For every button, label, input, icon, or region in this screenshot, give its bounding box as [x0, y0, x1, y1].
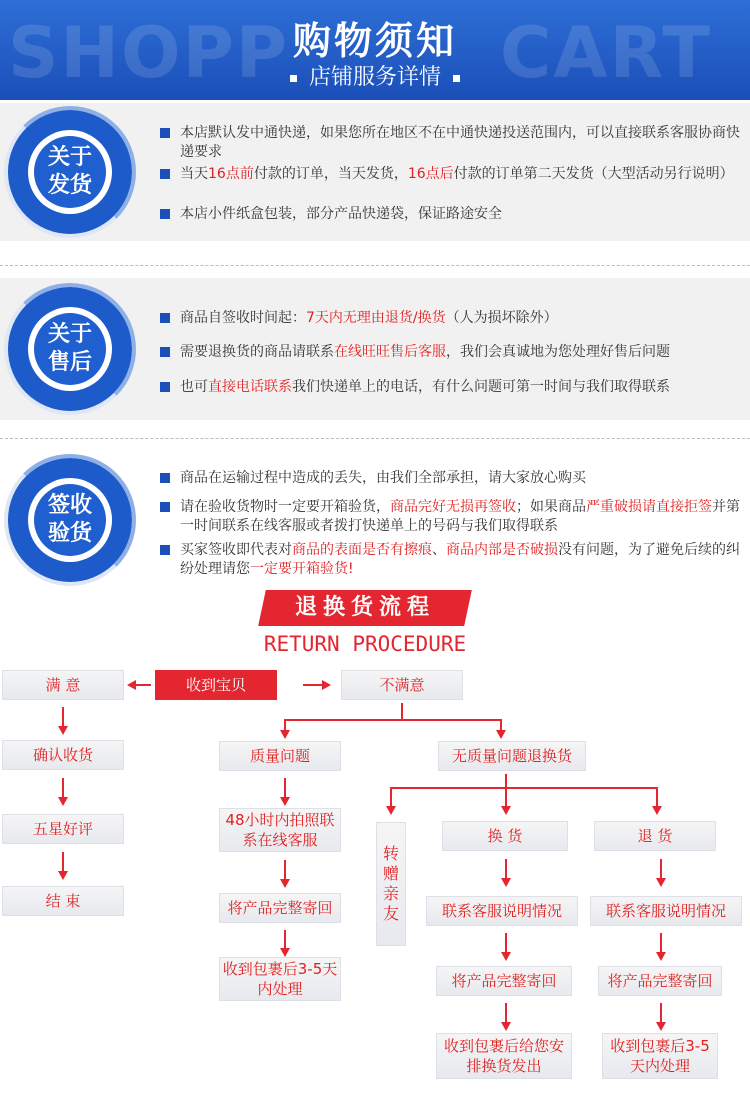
page-subtitle [0, 60, 750, 91]
list-item [160, 124, 744, 162]
procedure-title: 退换货流程 [294, 595, 435, 620]
square-bullet-icon [290, 75, 297, 82]
arrow-down-icon [58, 871, 68, 880]
arrow-down-icon [280, 879, 290, 888]
item-text [180, 498, 744, 536]
step-not-satisfied: 不满意 [341, 670, 463, 700]
header-banner [0, 0, 750, 100]
page-title: 购物须知 [292, 19, 457, 63]
plain-text: 没有问题，为了避免后续的纠纷处理请您 [180, 542, 740, 577]
highlight-text: 在线旺旺售后客服 [334, 344, 446, 360]
arrow-line [505, 774, 507, 788]
step-five-star: 五星好评 [2, 814, 124, 844]
highlight-text: 16点后 [407, 166, 454, 182]
arrow-line [505, 859, 507, 879]
arrow-down-icon [58, 726, 68, 735]
square-bullet-icon [160, 502, 170, 512]
plain-text: 、 [432, 542, 446, 558]
plain-text: 并第一时间联系在线客服或者拨打快递单上的号码与我们取得联系 [180, 499, 740, 534]
plain-text: 商品自签收时间起： [180, 310, 306, 326]
plain-text: （人为损坏除外） [445, 310, 558, 326]
item-text [180, 165, 744, 184]
highlight-text: 直接电话联系 [208, 379, 292, 395]
plain-text: 需要退换货的商品请联系 [180, 344, 334, 360]
arrow-line [390, 787, 392, 807]
arrow-line [62, 852, 64, 872]
item-text [180, 378, 744, 397]
step-contact-exchange: 联系客服说明情况 [426, 896, 578, 926]
header-watermark-right: CART [500, 12, 713, 94]
list-item [160, 165, 744, 184]
subtitle-text: 店铺服务详情 [308, 65, 441, 90]
divider [0, 438, 750, 439]
arrow-line [135, 684, 151, 686]
plain-text: 本店默认发中通快递，如果您所在地区不在中通快递投送范围内，可以直接联系客服协商快递要求 [180, 125, 740, 160]
arrow-down-icon [501, 952, 511, 961]
arrow-down-icon [501, 806, 511, 815]
step-gift: 转赠亲友 [376, 822, 406, 946]
list-item [160, 541, 744, 579]
arrow-line [284, 719, 502, 721]
arrow-line [284, 930, 286, 950]
step-process: 收到包裹后3-5天内处理 [219, 957, 341, 1001]
arrow-right-icon [322, 680, 331, 690]
arrow-line [505, 787, 507, 807]
step-send-back-exchange: 将产品完整寄回 [436, 966, 572, 996]
step-send-back: 将产品完整寄回 [219, 893, 341, 923]
arrow-down-icon [386, 806, 396, 815]
arrow-line [62, 778, 64, 798]
arrow-line [303, 684, 323, 686]
square-bullet-icon [160, 169, 170, 179]
shipping-badge [8, 110, 132, 234]
square-bullet-icon [160, 382, 170, 392]
square-bullet-icon [160, 209, 170, 219]
list-item [160, 378, 744, 397]
arrow-down-icon [656, 1022, 666, 1031]
arrow-line [284, 778, 286, 798]
item-text [180, 124, 744, 162]
badge-line: 关于 [47, 145, 92, 170]
square-bullet-icon [160, 313, 170, 323]
arrow-left-icon [127, 680, 136, 690]
step-exchange-ship: 收到包裹后给您安排换货发出 [436, 1033, 572, 1079]
highlight-text: 严重破损请直接拒签 [586, 499, 712, 515]
after-sales-badge [8, 287, 132, 411]
highlight-text: 商品的表面是否有擦痕 [292, 542, 432, 558]
list-item [160, 469, 744, 488]
arrow-line [660, 933, 662, 953]
arrow-line [505, 1003, 507, 1023]
divider [0, 265, 750, 266]
arrow-line [284, 860, 286, 880]
plain-text: 当天 [180, 166, 208, 182]
step-refund: 退 货 [594, 821, 716, 851]
arrow-line [660, 859, 662, 879]
item-text [180, 205, 744, 224]
badge-line: 验货 [47, 521, 92, 546]
plain-text: ；如果商品 [516, 499, 586, 515]
arrow-line [401, 703, 403, 720]
badge-line: 关于 [47, 322, 92, 347]
highlight-text: 7天内无理由退货/换货 [306, 310, 446, 326]
arrow-down-icon [280, 797, 290, 806]
header-watermark-left: SHOPP [8, 12, 290, 94]
plain-text: 付款的订单，当天发货， [253, 166, 408, 182]
arrow-down-icon [496, 730, 506, 739]
step-confirm: 确认收货 [2, 740, 124, 770]
square-bullet-icon [160, 128, 170, 138]
procedure-subtitle: RETURN PROCEDURE [263, 632, 467, 656]
arrow-down-icon [656, 952, 666, 961]
plain-text: 也可 [180, 379, 208, 395]
list-item [160, 205, 744, 224]
plain-text: ，我们会真诚地为您处理好售后问题 [446, 344, 670, 360]
step-satisfied: 满 意 [2, 670, 124, 700]
step-send-back-refund: 将产品完整寄回 [598, 966, 722, 996]
plain-text: 我们快递单上的电话，有什么问题可第一时间与我们取得联系 [292, 379, 670, 395]
arrow-line [656, 787, 658, 807]
plain-text: 买家签收即代表对 [180, 542, 292, 558]
highlight-text: 16点前 [208, 166, 254, 182]
step-photo-48: 48小时内拍照联系在线客服 [219, 808, 341, 852]
arrow-down-icon [501, 1022, 511, 1031]
highlight-text: 一定要开箱验货! [250, 561, 354, 577]
inspection-badge [8, 458, 132, 582]
arrow-line [62, 707, 64, 727]
step-exchange: 换 货 [442, 821, 568, 851]
item-text [180, 469, 744, 488]
arrow-line [390, 787, 658, 789]
arrow-down-icon [58, 797, 68, 806]
square-bullet-icon [160, 545, 170, 555]
list-item [160, 309, 744, 328]
step-refund-process: 收到包裹后3-5天内处理 [602, 1033, 718, 1079]
step-quality-issue: 质量问题 [219, 741, 341, 771]
item-text [180, 541, 744, 579]
arrow-line [660, 1003, 662, 1023]
arrow-down-icon [652, 806, 662, 815]
square-bullet-icon [160, 473, 170, 483]
step-end: 结 束 [2, 886, 124, 916]
arrow-down-icon [280, 948, 290, 957]
item-text [180, 309, 744, 328]
step-contact-refund: 联系客服说明情况 [590, 896, 742, 926]
item-text [180, 343, 744, 362]
step-no-quality-issue: 无质量问题退换货 [438, 741, 586, 771]
arrow-down-icon [656, 878, 666, 887]
arrow-down-icon [280, 730, 290, 739]
badge-line: 发货 [47, 173, 92, 198]
list-item [160, 498, 744, 536]
highlight-text: 商品完好无损再签收 [390, 499, 516, 515]
square-bullet-icon [453, 75, 460, 82]
step-received: 收到宝贝 [155, 670, 277, 700]
plain-text: 请在验收货物时一定要开箱验货， [180, 499, 390, 515]
plain-text: 本店小件纸盒包装，部分产品快递袋，保证路途安全 [180, 206, 502, 222]
badge-line: 签收 [47, 493, 92, 518]
arrow-down-icon [501, 878, 511, 887]
arrow-line [505, 933, 507, 953]
plain-text: 商品在运输过程中造成的丢失，由我们全部承担，请大家放心购买 [180, 470, 586, 486]
highlight-text: 商品内部是否破损 [446, 542, 558, 558]
badge-line: 售后 [47, 350, 92, 375]
square-bullet-icon [160, 347, 170, 357]
list-item [160, 343, 744, 362]
plain-text: 付款的订单第二天发货（大型活动另行说明） [453, 166, 734, 182]
